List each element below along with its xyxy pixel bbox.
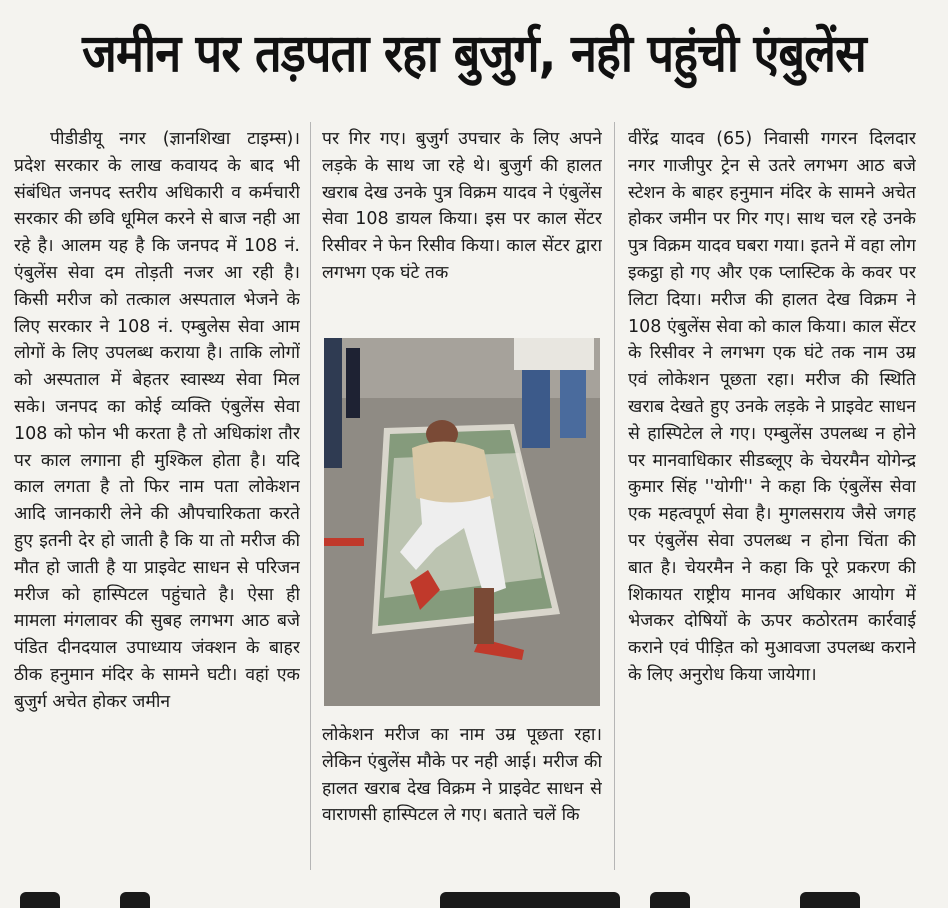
column-1-text: पीडीडीयू नगर (ज्ञानशिखा टाइम्स)। प्रदेश सरकार के लाख कवायद के बाद भी संबंधित जनपद स्तरीय अधिकारी व कर्मचारी सरकार की छवि धूमिल करने से बाज नही आ रहे है। आलम यह है कि जनपद में 108 नं. एंबुलेंस सेवा दम तोड़ती नजर आ रही है। किसी मरीज को तत्काल अस्पताल भेजने के लिए सरकार ने 108 नं. एम्बुलेस सेवा आम लोगों के लिए उपलब्ध कराया है। ताकि लोगों को अस्पताल में बेहतर स्वास्थ्य सेवा मिल सके। जनपद का कोई व्यक्ति एंबुलेंस सेवा 108 को फोन भी करता है तो अधिकांश तौर पर काल लगाना ही मुश्किल होता है। यदि काल लगता है तो फिर नाम पता लोकेशन आदि जानकारी लेने की औपचारिकता करते हुए इतनी देर हो जाती है कि या तो मरीज की मौत हो जाती है या प्राइवेट साधन से परिजन मरीज को हास्पिटल पहुंचाते है। ऐसा ही मामला मंगलावर की सुबह लगभग आठ बजे पंडित दीनदयाल उपाध्याय जंक्शन के बाहर ठीक हनुमान मंदिर के सामने घटी। वहां एक बुजुर्ग अचेत होकर जमीन — [14, 129, 300, 712]
column-divider — [310, 122, 311, 870]
article-column-2-bottom — [322, 722, 602, 872]
next-headline-fragment — [0, 888, 948, 908]
news-photo — [324, 338, 600, 706]
column-2-bottom-text: लोकेशन मरीज का नाम उम्र पूछता रहा। लेकिन एंबुलेंस मौके पर नही आई। मरीज की हालत खराब देख विक्रम ने प्राइवेट साधन से वाराणसी हास्पिटल ले गए। बताते चलें कि — [322, 725, 602, 826]
headline: जमीन पर तड़पता रहा बुजुर्ग, नही पहुंची एंबुलेंस — [82, 24, 866, 84]
article-column-2-top — [322, 126, 602, 328]
article-column-3 — [628, 126, 916, 871]
column-divider — [614, 122, 615, 870]
column-2-top-text: पर गिर गए। बुजुर्ग उपचार के लिए अपने लड़के के साथ जा रहे थे। बुजुर्ग की हालत खराब देख उनके पुत्र विक्रम यादव ने एंबुलेंस सेवा 108 डायल किया। इस पर काल सेंटर रिसीवर ने फेन रिसीव किया। काल सेंटर द्वारा लगभग एक घंटे तक — [322, 129, 602, 283]
article-column-1 — [14, 126, 300, 871]
column-3-text: वीरेंद्र यादव (65) निवासी गगरन दिलदार नगर गाजीपुर ट्रेन से उतरे लगभग आठ बजे स्टेशन के बाहर हनुमान मंदिर के सामने अचेत होकर जमीन पर गिर गए। साथ चल रहे उनके पुत्र विक्रम यादव घबरा गया। इतने में वहा लोग इकट्ठा हो गए और एक प्लास्टिक के कवर पर लिटा दिया। मरीज की हालत देख विक्रम ने 108 एंबुलेंस सेवा को काल किया। काल सेंटर के रिसीवर ने लगभग एक घंटे तक नाम उम्र एवं लोकेशन पूछता रहा। मरीज की स्थिति खराब देखते हुए उनके लड़के ने प्राइवेट साधन से हास्पिटेल ले गए। एम्बुलेंस उपलब्ध न होने पर मानवाधिकार सीडब्लूए के चेयरमैन योगेन्द्र कुमार सिंह ''योगी'' ने कहा कि एंबुलेंस सेवा एक महत्वपूर्ण सेवा है। मुगलसराय जैसे जगह पर एंबुलेंस सेवा उपलब्ध न होना चिंता की बात है। चेयरमैन ने कहा कि पूरे प्रकरण की शिकायत राष्ट्रीय मानव अधिकार आयोग में भेजकर दोषियों के ऊपर कठोरतम कार्रवाई कराने एवं पीड़ित को मुआवजा उपलब्ध कराने के लिए अनुरोध किया जायेगा। — [628, 129, 916, 685]
